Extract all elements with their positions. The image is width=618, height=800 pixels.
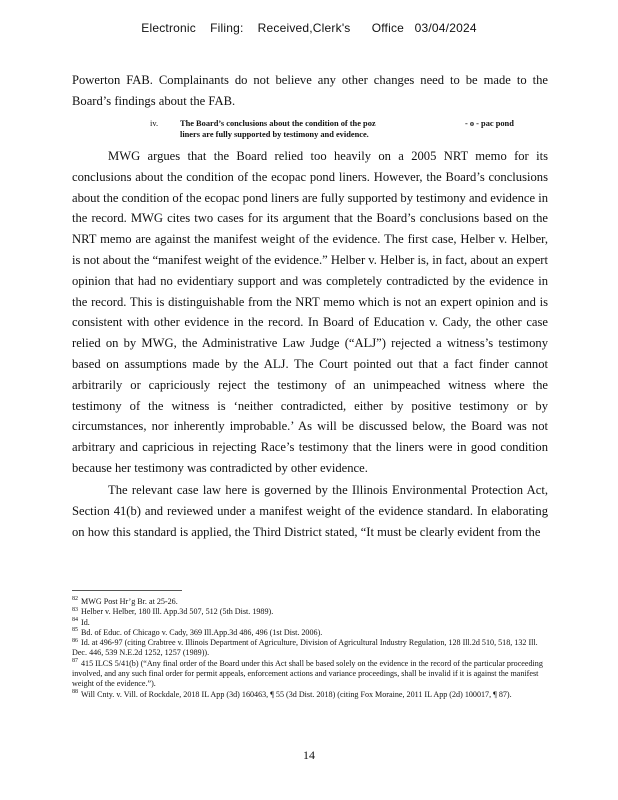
footnote-86: [72, 638, 548, 659]
paragraph-text: Powerton FAB. Complainants do not believe any other changes need to be made to the Board’s findings about the FAB.: [72, 73, 548, 108]
footnote-number: 86: [72, 637, 78, 644]
heading-tail: - o - pac pond: [465, 119, 514, 128]
footnote-text: MWG Post Hr’g Br. at 25-26.: [81, 597, 178, 606]
heading-number: iv.: [150, 119, 159, 128]
footnote-82: [72, 597, 548, 607]
paragraph-case-law: [72, 480, 548, 542]
footnote-number: 83: [72, 606, 78, 613]
heading-text: The Board’s conclusions about the condition of the poz liners are fully supported by testimony and evidence.: [180, 119, 376, 139]
footnote-88: [72, 690, 548, 700]
paragraph-text: The relevant case law here is governed by the Illinois Environmental Protection Act, Section 41(b) and reviewed under a manifest weight of the evidence standard. In elaborating on how this standard is applied, the Third District stated, “It must be clearly evident from the: [72, 483, 548, 539]
paragraph-text: MWG argues that the Board relied too heavily on a 2005 NRT memo for its conclusions about the condition of the ecopac pond liners. However, the Board’s conclusions about the condition of the ecopac pond liners are fully supported by testimony and evidence in the record. MWG cites two cases for its argument that the Board’s conclusions based on the NRT memo are against the manifest weight of the evidence. The first case, Helber v. Helber, is not about the “manifest weight of the evidence.” Helber v. Helber is, in fact, about an expert opinion that had no evidentiary support and was completely contradicted by the evidence in the record. This is distinguishable from the NRT memo which is not an expert opinion and is consistent with other evidence in the record. In Board of Education v. Cady, the other case relied on by MWG, the Administrative Law Judge (“ALJ”) rejected a witness’s testimony based on assumptions made by the ALJ. The Court pointed out that a fact finder cannot arbitrarily or capriciously reject the testimony of an unimpeached witness where the testimony of the witness is ‘neither contradicted, either by positive testimony or by circumstances, nor inherently improbable.’ As will be discussed below, the Board was not arbitrary and capricious in rejecting Race’s testimony that the liners were in good condition because her testimony was contradicted by other evidence.: [72, 149, 548, 475]
page-number: 14: [303, 748, 315, 762]
footnote-text: Helber v. Helber, 180 Ill. App.3d 507, 512 (5th Dist. 1989).: [81, 607, 274, 617]
footnote-83: [72, 607, 548, 617]
footnote-number: 85: [72, 627, 78, 634]
footnote-text: Will Cnty. v. Vill. of Rockdale, 2018 IL App (3d) 160463, ¶ 55 (3d Dist. 2018) (citing Fox Moraine, 2011 IL App (2d) 100017, ¶ 87).: [81, 689, 512, 699]
footnote-number: 87: [72, 658, 78, 665]
footnote-number: 84: [72, 616, 78, 623]
footnotes: [72, 597, 548, 700]
footnote-number: 82: [72, 596, 78, 603]
paragraph-fab-conclusion: [72, 70, 548, 112]
footnote-85: [72, 628, 548, 638]
footnote-87: [72, 659, 548, 690]
footnote-text: Id.: [81, 617, 90, 627]
footnote-text: 415 ILCS 5/41(b) (“Any final order of the Board under this Act shall be based solely on the evidence in the record of the particular proceeding involved, and any such final order for permit appeals, enforcement actions and variance proceedings, shall be invalid if it is against the manifest weight of the evidence.”).: [72, 658, 543, 689]
footnote-text: Id. at 496-97 (citing Crabtree v. Illinois Department of Agriculture, Division of Agricultural Industry Regulation, 128 Ill.2d 510, 518, 132 Ill. Dec. 446, 539 N.E.2d 1252, 1257 (1989)).: [72, 638, 538, 658]
efiling-header: Electronic Filing: Received,Clerk's Office 03/04/2024: [141, 21, 477, 35]
footnote-text: Bd. of Educ. of Chicago v. Cady, 369 Ill.App.3d 486, 496 (1st Dist. 2006).: [81, 627, 323, 637]
footnote-divider: [72, 590, 182, 591]
footnote-84: [72, 618, 548, 628]
footnote-number: 88: [72, 688, 78, 695]
paragraph-mwg-argument: [72, 146, 548, 479]
